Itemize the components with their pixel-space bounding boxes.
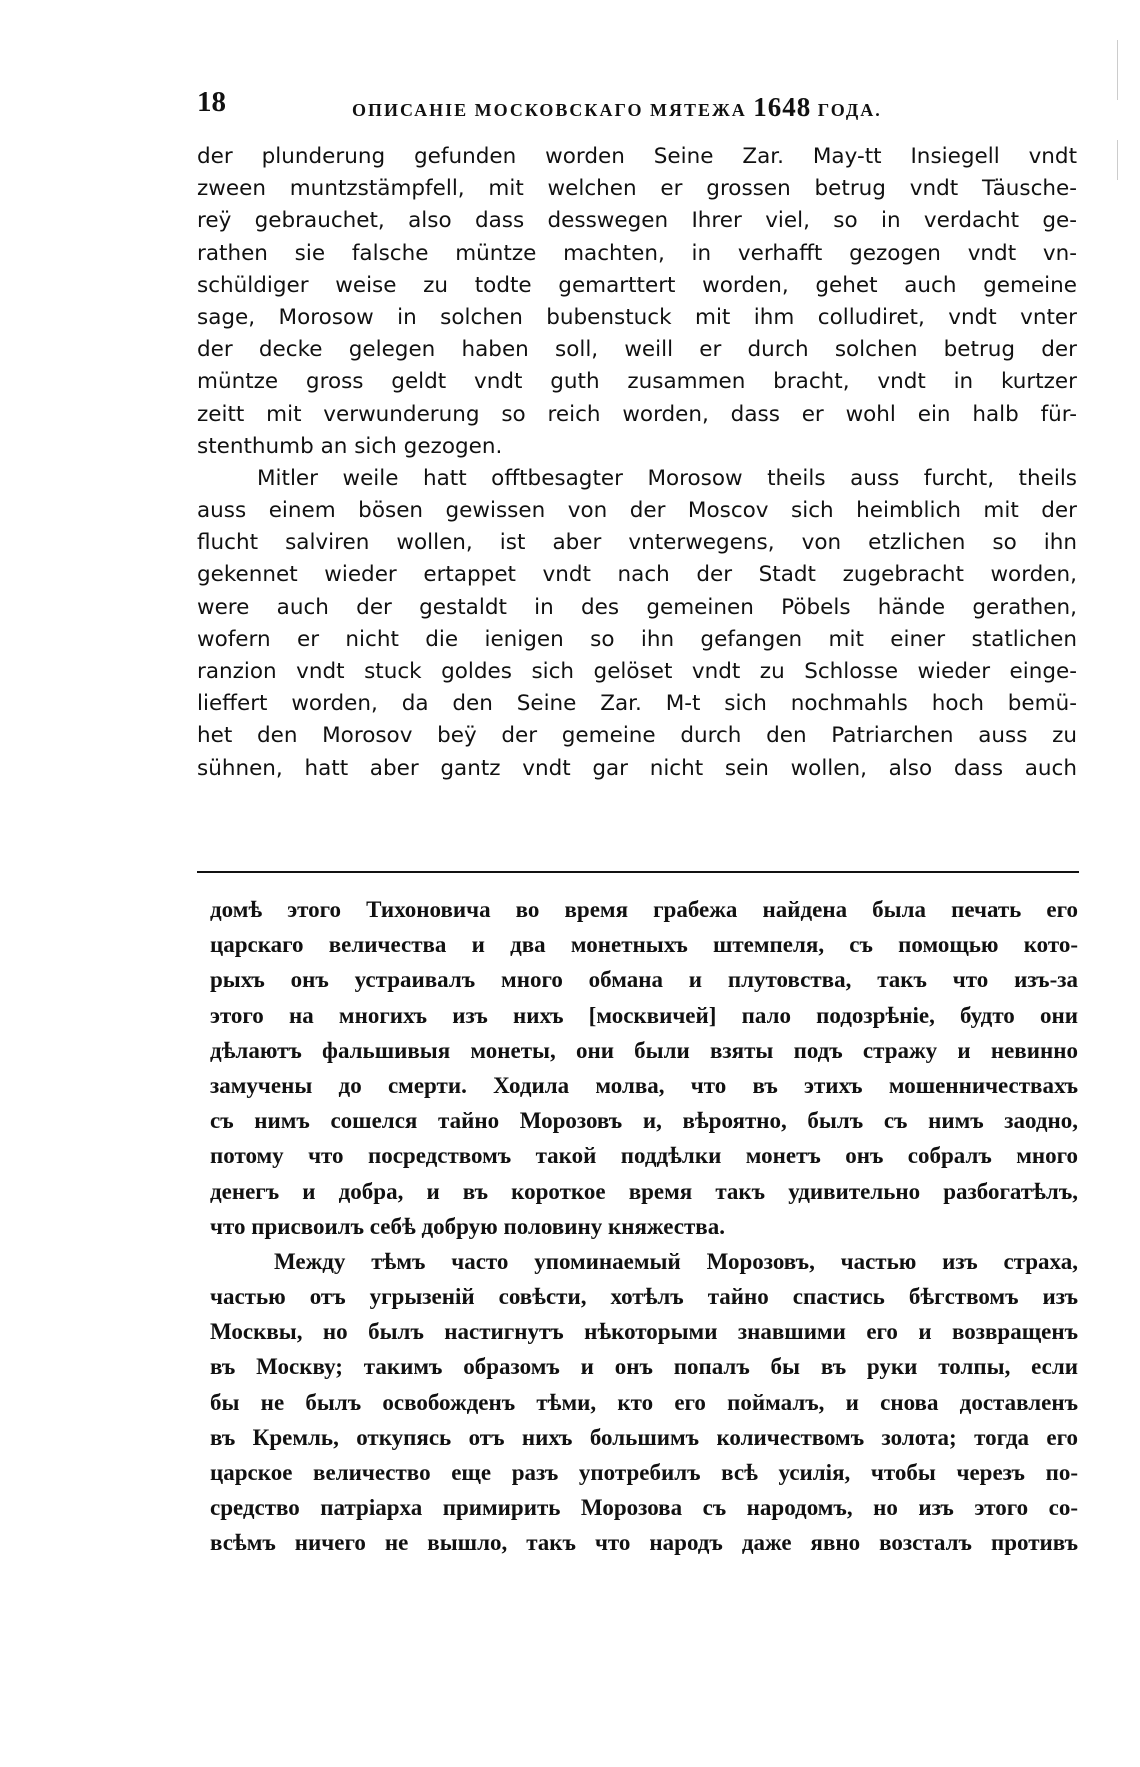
german-line: müntze gross geldt vndt guth zusammen bracht, vndt in kurtzer xyxy=(197,369,1077,395)
running-title-suffix: ГОДА. xyxy=(817,100,882,120)
running-header xyxy=(197,86,1077,130)
german-line: het den Morosov beÿ der gemeine durch den Patriarchen auss zu xyxy=(197,723,1077,749)
russian-line: этого на многихъ изъ нихъ [москвичей] пало подозрѣніе, будто они xyxy=(210,1002,1078,1028)
german-line: der plunderung gefunden worden Seine Zar. May-tt Insiegell vndt xyxy=(197,144,1077,169)
german-line: schüldiger weise zu todte gemarttert worden, gehet auch gemeine xyxy=(197,272,1077,298)
page-edge-mark xyxy=(1117,40,1118,100)
russian-line: частью отъ угрызеній совѣсти, хотѣлъ тайно спастись бѣгствомъ изъ xyxy=(210,1284,1078,1310)
german-line: auss einem bösen gewissen von der Moscov sich heimblich mit der xyxy=(197,498,1077,524)
russian-line: въ Кремль, откупясь отъ нихъ большимъ количествомъ золота; тогда его xyxy=(210,1424,1078,1450)
german-line: Mitler weile hatt offtbesagter Morosow theils auss furcht, theils xyxy=(257,465,1077,491)
russian-line: дѣлаютъ фальшивыя монеты, они были взяты подъ стражу и невинно xyxy=(210,1037,1078,1063)
german-line: wofern er nicht die ienigen so ihn gefangen mit einer statlichen xyxy=(197,626,1077,652)
german-line: reÿ gebrauchet, also dass desswegen Ihrer viel, so in verdacht ge- xyxy=(197,208,1077,234)
german-line: rathen sie falsche müntze machten, in verhafft gezogen vndt vn- xyxy=(197,240,1077,266)
russian-line: что присвоилъ себѣ добрую половину княжества. xyxy=(210,1213,725,1239)
german-line: zween muntzstämpfell, mit welchen er grossen betrug vndt Täusche- xyxy=(197,176,1077,202)
section-divider xyxy=(197,871,1079,873)
russian-line: Москвы, но былъ настигнутъ нѣкоторыми знавшими его и возвращенъ xyxy=(210,1319,1078,1345)
russian-line: бы не былъ освобожденъ тѣми, кто его поймалъ, и снова доставленъ xyxy=(210,1389,1078,1415)
german-line: gekennet wieder ertappet vndt nach der Stadt zugebracht worden, xyxy=(197,562,1077,588)
page-number: 18 xyxy=(197,86,226,118)
russian-line: рыхъ онъ устраивалъ много обмана и плутовства, такъ что изъ-за xyxy=(210,967,1078,993)
russian-translation-text xyxy=(210,892,1078,1561)
german-line: flucht salviren wollen, ist aber vnterwegens, von etzlichen so ihn xyxy=(197,530,1077,556)
russian-line: замучены до смерти. Ходила молва, что въ этихъ мошенничествахъ xyxy=(210,1072,1078,1098)
russian-line: Между тѣмъ часто упоминаемый Морозовъ, частью изъ страха, xyxy=(274,1248,1078,1274)
german-line: der decke gelegen haben soll, weill er durch solchen betrug der xyxy=(197,337,1077,363)
russian-line: царское величество еще разъ употребилъ всѣ усилія, чтобы черезъ по- xyxy=(210,1460,1078,1485)
russian-line: денегъ и добра, и въ короткое время такъ удивительно разбогатѣлъ, xyxy=(210,1178,1078,1204)
german-line: were auch der gestaldt in des gemeinen Pöbels hände gerathen, xyxy=(197,594,1077,620)
russian-line: потому что посредствомъ такой поддѣлки монетъ онъ собралъ много xyxy=(210,1143,1078,1169)
german-line: sage, Morosow in solchen bubenstuck mit ihm colludiret, vndt vnter xyxy=(197,304,1077,330)
german-source-text xyxy=(197,141,1077,785)
german-line: stenthumb an sich gezogen. xyxy=(197,433,503,459)
german-line: lieffert worden, da den Seine Zar. M-t sich nochmahls hoch bemü- xyxy=(197,691,1077,717)
russian-line: съ нимъ сошелся тайно Морозовъ и, вѣроятно, былъ съ нимъ заодно, xyxy=(210,1108,1078,1134)
russian-line: домѣ этого Тихоновича во время грабежа найдена была печать его xyxy=(210,897,1078,922)
german-line: ranzion vndt stuck goldes sich gelöset vndt zu Schlosse wieder einge- xyxy=(197,659,1077,684)
german-line: zeitt mit verwunderung so reich worden, dass er wohl ein halb für- xyxy=(197,401,1077,427)
russian-line: средство патріарха примирить Морозова съ народомъ, но изъ этого со- xyxy=(210,1495,1078,1521)
russian-line: всѣмъ ничего не вышло, такъ что народъ даже явно возсталъ противъ xyxy=(210,1530,1078,1556)
german-line: sühnen, hatt aber gantz vndt gar nicht sein wollen, also dass auch xyxy=(197,755,1077,781)
running-title xyxy=(352,92,882,123)
running-title-year: 1648 xyxy=(753,92,812,122)
russian-line: въ Москву; такимъ образомъ и онъ попалъ бы въ руки толпы, если xyxy=(210,1354,1078,1380)
page-edge-mark xyxy=(1117,140,1118,180)
russian-line: царскаго величества и два монетныхъ штемпеля, съ помощью кото- xyxy=(210,932,1078,958)
running-title-text: ОПИСАНІЕ МОСКОВСКАГО МЯТЕЖА xyxy=(352,100,747,120)
